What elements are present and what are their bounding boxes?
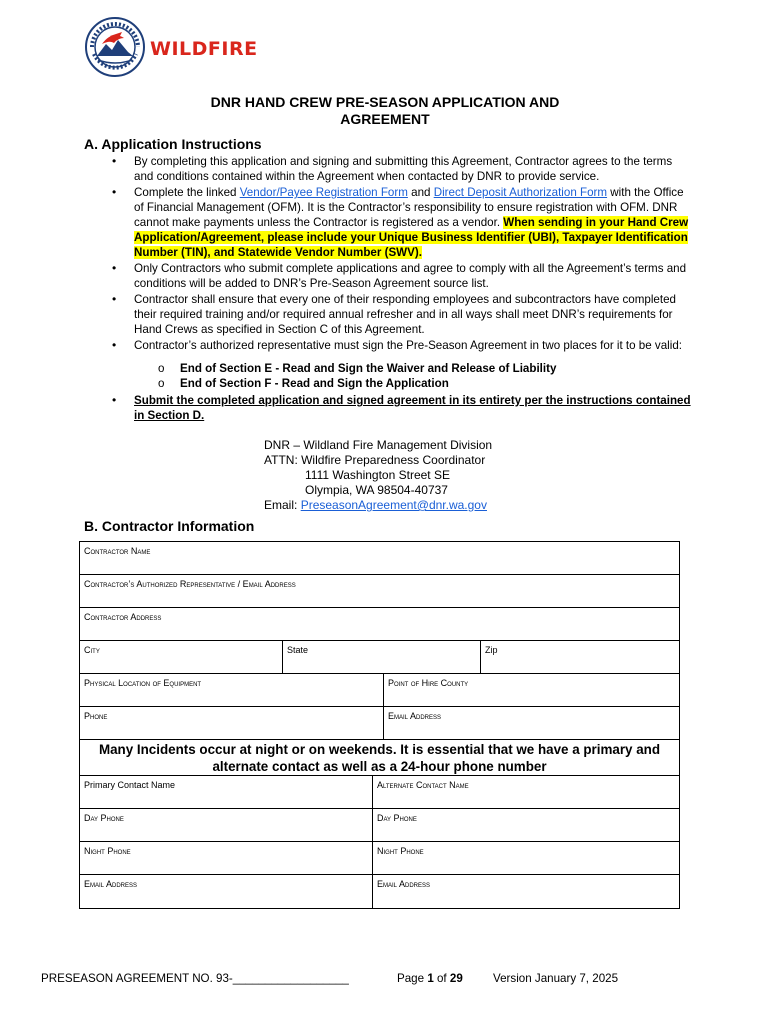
- instruction-item: [112, 393, 692, 423]
- field-label: City: [84, 645, 100, 655]
- instruction-item: [112, 292, 692, 337]
- field-label: Primary Contact Name: [84, 780, 176, 790]
- form-row: [80, 542, 679, 575]
- instruction-item: [112, 154, 692, 184]
- field-label: Email Address: [388, 711, 442, 721]
- alternate-day-phone-field[interactable]: [373, 809, 679, 841]
- instruction-text: Contractor’s authorized representative must sign the Pre-Season Agreement in two places for it to be valid:: [134, 339, 682, 352]
- form-row: [80, 608, 679, 641]
- form-row: [80, 641, 679, 674]
- footer-agreement-number: PRESEASON AGREEMENT NO. 93-__________________: [41, 972, 349, 985]
- vendor-payee-form-link[interactable]: Vendor/Payee Registration Form: [239, 186, 408, 199]
- page-label: Page: [397, 972, 428, 985]
- instruction-text: By completing this application and signing and submitting this Agreement, Contractor agrees to the terms and conditions contained within the Agreement when contacted by DNR to provide service.: [134, 155, 673, 183]
- field-label: Contractor’s Authorized Representative / Email Address: [84, 579, 296, 589]
- instruction-text: and: [407, 186, 434, 199]
- logo-wordmark: WILDFIRE: [150, 38, 258, 60]
- title-line-1: DNR HAND CREW PRE-SEASON APPLICATION AND: [210, 94, 560, 110]
- sub-item-section-e: o End of Section E - Read and Sign the Waiver and Release of Liability: [158, 361, 692, 376]
- form-row: [80, 776, 679, 809]
- signature-places-list: [134, 361, 692, 391]
- section-a-heading: A. Application Instructions: [84, 136, 262, 152]
- page-current: 1: [427, 972, 434, 985]
- dnr-seal-icon: [84, 16, 146, 78]
- sub-item-section-f: o End of Section F - Read and Sign the Application: [158, 376, 692, 391]
- address-division: DNR – Wildland Fire Management Division: [264, 438, 493, 452]
- instructions-list: [112, 154, 692, 424]
- highlighted-requirement: When sending in your Hand Crew Application/Agreement, please include your Unique Business Identifier (UBI), Taxpayer Identification Number (TIN), and Statewide Vendor Number (SWV).: [134, 216, 689, 259]
- title-line-2: AGREEMENT: [340, 111, 430, 127]
- field-label: Phone: [84, 711, 108, 721]
- instruction-text: Only Contractors who submit complete applications and agree to comply with all the Agreement’s terms and conditions will be added to DNR’s Pre-Season Agreement source list.: [134, 262, 687, 290]
- zip-field[interactable]: [481, 641, 679, 673]
- field-label: Zip: [485, 645, 498, 655]
- field-label: Email Address: [377, 879, 431, 889]
- alternate-contact-field[interactable]: [373, 776, 679, 808]
- footer-version: Version January 7, 2025: [493, 972, 619, 985]
- form-row: [80, 842, 679, 875]
- email-address-field[interactable]: [384, 707, 679, 739]
- equipment-location-field[interactable]: [80, 674, 384, 706]
- primary-contact-field[interactable]: [80, 776, 373, 808]
- after-hours-notice: Many Incidents occur at night or on weekends. It is essential that we have a primary and alternate contact as well as a 24-hour phone number: [80, 740, 679, 776]
- primary-night-phone-field[interactable]: [80, 842, 373, 874]
- representative-email-field[interactable]: [80, 575, 679, 607]
- email-link[interactable]: PreseasonAgreement@dnr.wa.gov: [300, 498, 487, 512]
- footer-page-number: [397, 972, 463, 985]
- field-label: Night Phone: [84, 846, 131, 856]
- field-label: Contractor Name: [84, 546, 151, 556]
- field-label: Night Phone: [377, 846, 424, 856]
- field-label: Contractor Address: [84, 612, 162, 622]
- dnr-wildfire-logo: [84, 16, 258, 80]
- direct-deposit-form-link[interactable]: Direct Deposit Authorization Form: [433, 186, 608, 199]
- field-label: Email Address: [84, 879, 138, 889]
- address-street: 1111 Washington Street SE: [305, 468, 450, 482]
- contractor-information-form: [79, 541, 680, 909]
- field-label: Point of Hire County: [388, 678, 469, 688]
- address-attn: ATTN: Wildfire Preparedness Coordinator: [264, 453, 486, 467]
- instruction-text: Contractor shall ensure that every one of their responding employees and subcontractors have completed their required training and/or required annual refresher and in all ways shall meet DNR’s requirements for Hand Crews as specified in Section C of this Agreement.: [134, 293, 676, 336]
- page-of: of: [433, 972, 450, 985]
- alternate-email-field[interactable]: [373, 875, 679, 908]
- address-city: Olympia, WA 98504-40737: [305, 483, 448, 497]
- point-of-hire-field[interactable]: [384, 674, 679, 706]
- instruction-text: Complete the linked: [134, 186, 240, 199]
- field-label: Alternate Contact Name: [377, 780, 469, 790]
- contractor-address-field[interactable]: [80, 608, 679, 640]
- field-label: Day Phone: [84, 813, 124, 823]
- form-row: [80, 707, 679, 740]
- primary-day-phone-field[interactable]: [80, 809, 373, 841]
- city-field[interactable]: [80, 641, 283, 673]
- instruction-item: [112, 185, 692, 260]
- field-label: State: [287, 645, 309, 655]
- mailing-address: [264, 438, 492, 513]
- phone-field[interactable]: [80, 707, 384, 739]
- email-label: Email:: [264, 498, 301, 512]
- instruction-text: with the Office of Financial Management (OFM). It is the Contractor’s responsibility to ensure registration with OFM. DNR cannot make payments unless the Contractor is registered as a vendor.: [134, 186, 684, 229]
- field-label: Day Phone: [377, 813, 417, 823]
- field-label: Physical Location of Equipment: [84, 678, 202, 688]
- form-row: [80, 809, 679, 842]
- alternate-night-phone-field[interactable]: [373, 842, 679, 874]
- form-row: [80, 875, 679, 908]
- contractor-name-field[interactable]: [80, 542, 679, 574]
- submit-instruction: Submit the completed application and signed agreement in its entirety per the instructions contained in Section D.: [134, 394, 691, 422]
- page-total: 29: [449, 972, 463, 985]
- instruction-item: [112, 338, 692, 391]
- state-field[interactable]: [283, 641, 481, 673]
- address-email-line: [264, 498, 492, 513]
- form-row: [80, 575, 679, 608]
- section-b-heading: B. Contractor Information: [84, 518, 255, 534]
- document-title: [0, 94, 770, 128]
- form-row: [80, 674, 679, 707]
- instruction-item: [112, 261, 692, 291]
- primary-email-field[interactable]: [80, 875, 373, 908]
